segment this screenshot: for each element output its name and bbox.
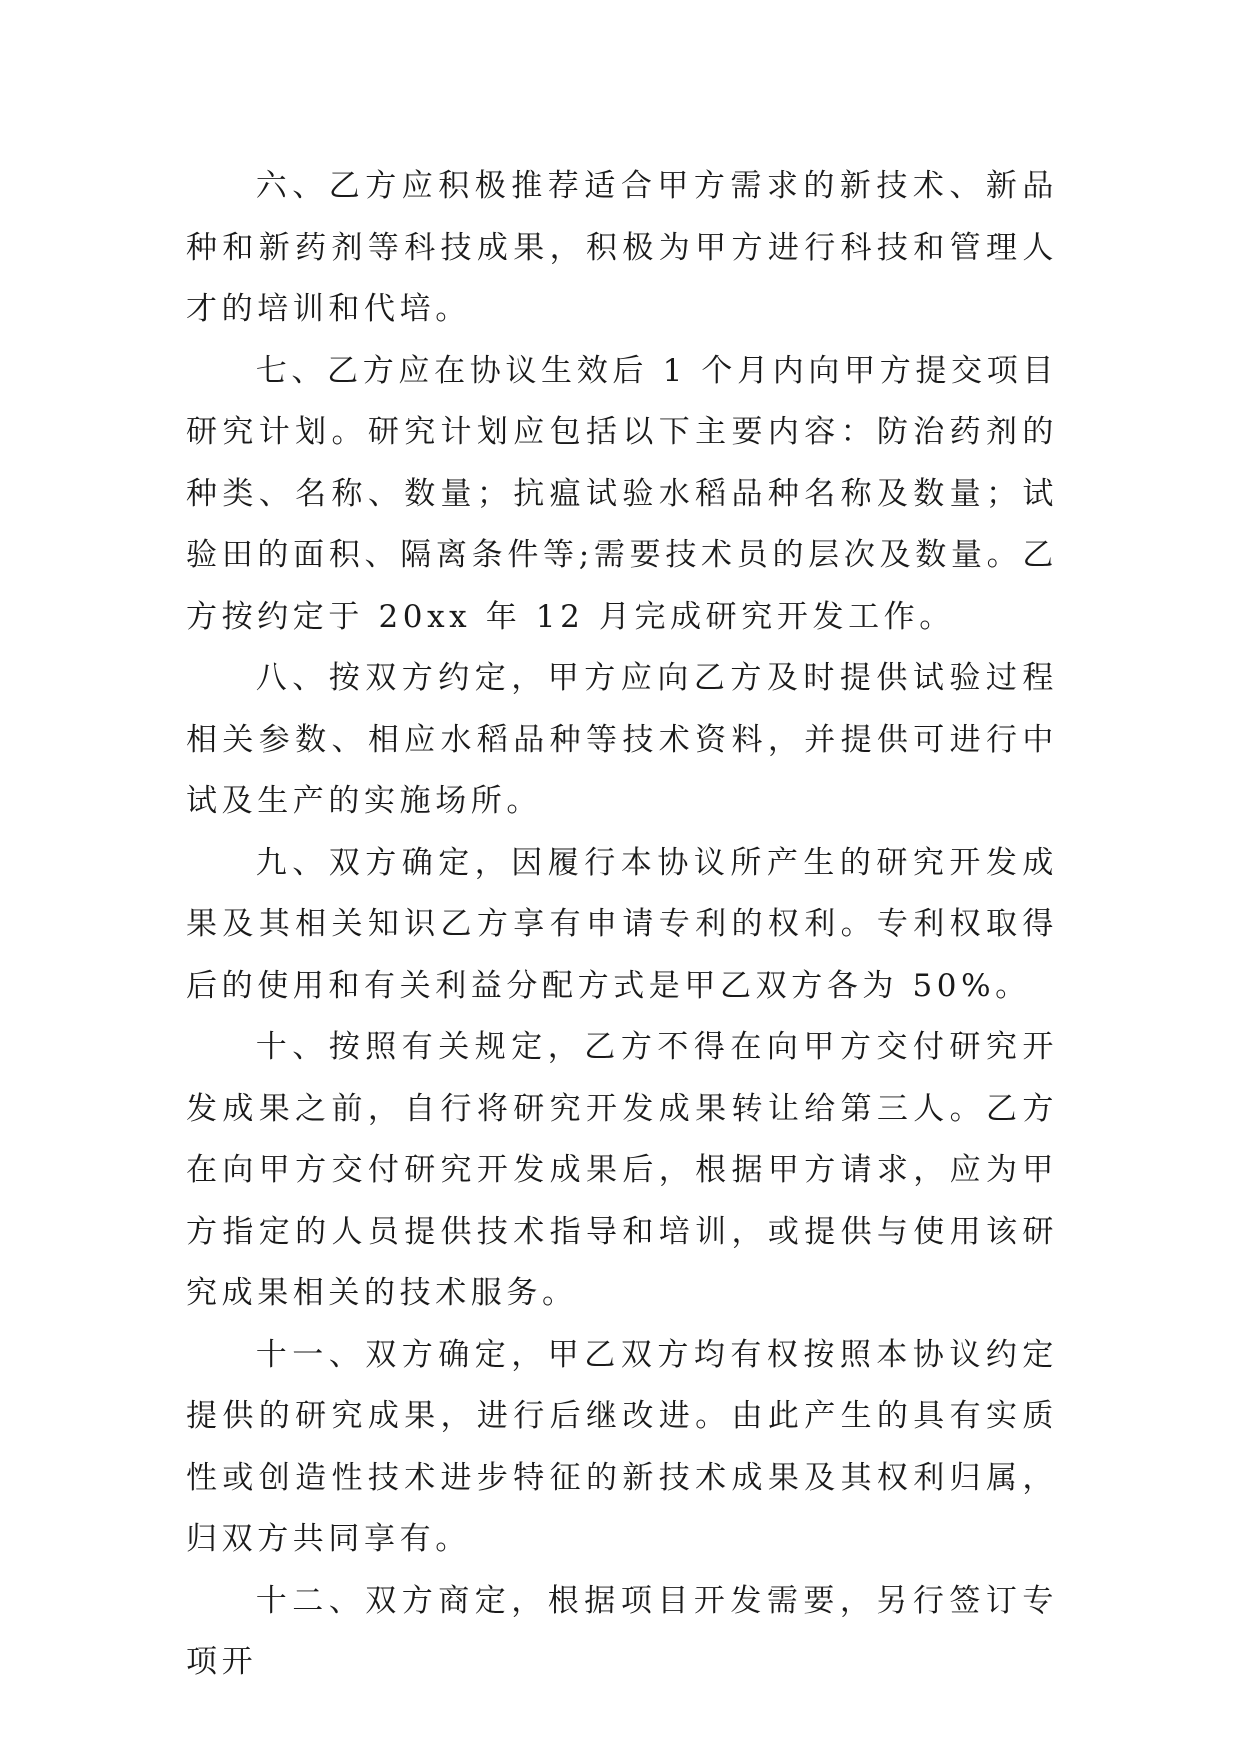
clause-7: 七、乙方应在协议生效后 1 个月内向甲方提交项目研究计划。研究计划应包括以下主要内容：防治药剂的种类、名称、数量；抗瘟试验水稻品种名称及数量；试验田的面积、隔离条件等;需要技术员的层次及数量。乙方按约定于 20xx 年 12 月完成研究开发工作。: [186, 352, 1058, 635]
clause-11: 十一、双方确定，甲乙双方均有权按照本协议约定提供的研究成果，进行后继改进。由此产生的具有实质性或创造性技术进步特征的新技术成果及其权利归属，归双方共同享有。: [186, 1336, 1058, 1557]
clause-6: 六、乙方应积极推荐适合甲方需求的新技术、新品种和新药剂等科技成果，积极为甲方进行科技和管理人才的培训和代培。: [186, 168, 1058, 327]
clause-12: 十二、双方商定，根据项目开发需要，另行签订专项开: [186, 1582, 1058, 1680]
clause-9: 九、双方确定，因履行本协议所产生的研究开发成果及其相关知识乙方享有申请专利的权利。专利权取得后的使用和有关利益分配方式是甲乙双方各为 50%。: [186, 844, 1058, 1004]
clause-8: 八、按双方约定，甲方应向乙方及时提供试验过程相关参数、相应水稻品种等技术资料，并提供可进行中试及生产的实施场所。: [186, 660, 1058, 819]
document-page: [186, 156, 1058, 1694]
clause-10: 十、按照有关规定，乙方不得在向甲方交付研究开发成果之前，自行将研究开发成果转让给第三人。乙方在向甲方交付研究开发成果后，根据甲方请求，应为甲方指定的人员提供技术指导和培训，或提供与使用该研究成果相关的技术服务。: [186, 1029, 1058, 1311]
